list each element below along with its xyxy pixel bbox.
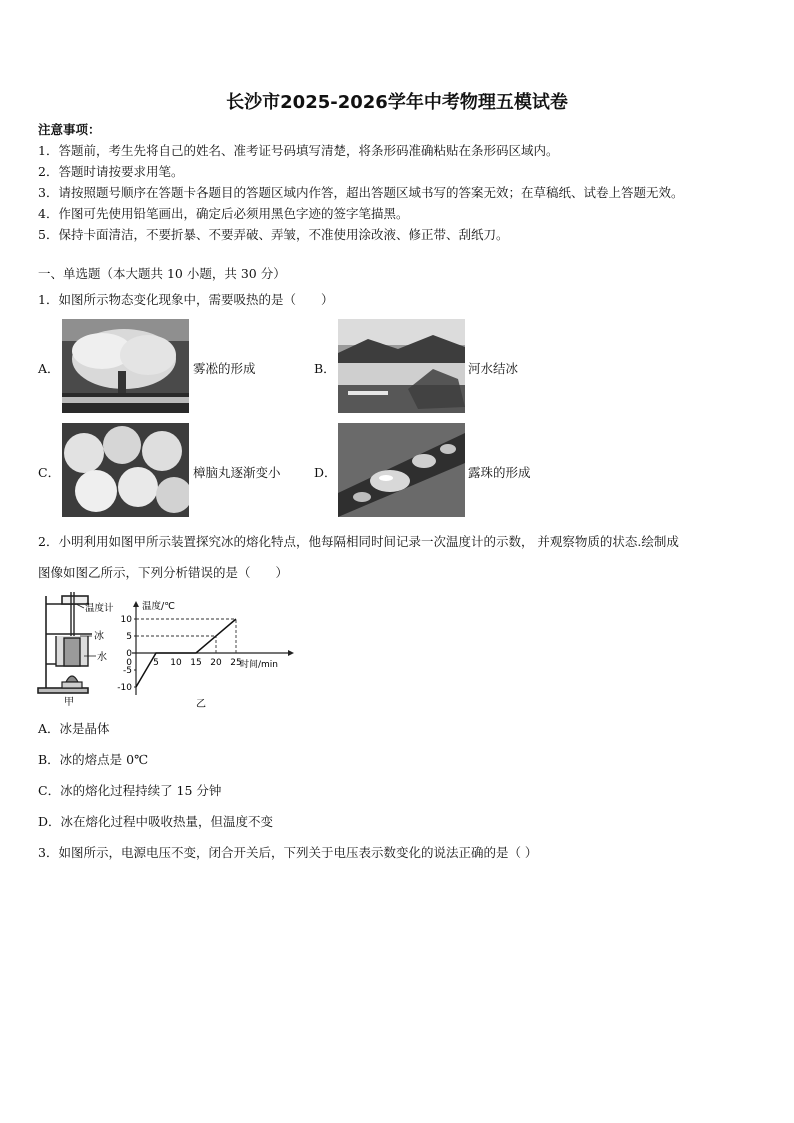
temperature-time-chart — [112, 595, 302, 710]
chart-y-tick-label--10: -10 — [117, 683, 132, 693]
page-title: 长沙市2025-2026学年中考物理五模试卷 — [226, 92, 568, 113]
chart-x-tick-label-10: 10 — [170, 658, 182, 668]
q2-option-a: A．冰是晶体 — [38, 721, 110, 736]
question-3-stem: 3．如图所示，电源电压不变，闭合开关后，下列关于电压表示数变化的说法正确的是（ ） — [38, 845, 538, 860]
dew-drops-photo — [338, 423, 465, 517]
section-heading: 一、单选题（本大题共 10 小题，共 30 分） — [38, 266, 286, 281]
question-2-stem-line-1: 2．小明利用如图甲所示装置探究冰的熔化特点，他每隔相同时间记录一次温度计的示数， 并观察物质的状态.绘制成 — [38, 534, 679, 549]
chart-y-tick-label-5: 5 — [126, 632, 132, 642]
chart-x-axis-arrow — [288, 650, 294, 656]
q1-option-d-caption: 露珠的形成 — [468, 465, 531, 480]
q1-option-b-caption: 河水结冰 — [468, 361, 519, 376]
frozen-river-photo — [338, 319, 465, 413]
notice-item-2: 2．答题时请按要求用笔。 — [38, 164, 184, 179]
chart-y-axis-arrow — [133, 601, 139, 607]
q1-option-a-letter: A． — [38, 361, 60, 376]
question-2-stem-line-2: 图像如图乙所示，下列分析错误的是（ ） — [38, 565, 289, 580]
chart-origin-label: 0 — [126, 658, 132, 668]
q1-option-c-caption: 樟脑丸逐渐变小 — [193, 465, 281, 480]
chart-xlabel: 时间/min — [240, 660, 279, 670]
question-1-stem: 1．如图所示物态变化现象中，需要吸热的是（ ） — [38, 292, 334, 307]
apparatus-caption: 甲 — [64, 697, 74, 708]
q1-option-d-letter: D． — [314, 465, 337, 480]
water-label: 水 — [97, 652, 107, 663]
chart-caption: 乙 — [196, 699, 206, 710]
q1-option-a-caption: 雾凇的形成 — [193, 361, 256, 376]
q2-option-c: C．冰的熔化过程持续了 15 分钟 — [38, 783, 222, 798]
notice-item-1: 1．答题前，考生先将自己的姓名、准考证号码填写清楚，将条形码准确粘贴在条形码区域内。 — [38, 143, 559, 158]
camphor-balls-photo — [62, 423, 189, 517]
ice-label: 冰 — [94, 631, 104, 642]
notice-heading: 注意事项： — [38, 122, 101, 137]
q1-option-b-letter: B． — [314, 361, 336, 376]
notice-item-5: 5．保持卡面清洁，不要折暴、不要弄破、弄皱，不准使用涂改液、修正带、刮纸刀。 — [38, 227, 509, 242]
q2-option-d: D．冰在熔化过程中吸收热量，但温度不变 — [38, 814, 274, 829]
q2-option-b: B．冰的熔点是 0℃ — [38, 752, 149, 767]
chart-y-tick-label-10: 10 — [120, 615, 132, 625]
alcohol-lamp — [62, 676, 82, 688]
notice-item-4: 4．作图可先使用铅笔画出，确定后必须用黑色字迹的签字笔描黑。 — [38, 206, 409, 221]
chart-x-tick-label-5: 5 — [153, 658, 159, 668]
thermometer-label: 温度计 — [85, 603, 114, 614]
rime-photo — [62, 319, 189, 413]
notice-item-3: 3．请按照题号顺序在答题卡各题目的答题区域内作答，超出答题区域书写的答案无效；在草稿纸、试卷上答题无效。 — [38, 185, 684, 200]
beaker-with-water — [56, 636, 88, 666]
chart-x-tick-label-15: 15 — [190, 658, 202, 668]
chart-y-tick-label-0: 0 — [126, 649, 132, 659]
chart-x-tick-label-25: 25 — [230, 658, 242, 668]
chart-ylabel: 温度/℃ — [142, 601, 175, 612]
chart-y-tick-label--5: -5 — [123, 666, 132, 676]
q1-option-c-letter: C． — [38, 465, 61, 480]
chart-x-tick-label-20: 20 — [210, 658, 222, 668]
